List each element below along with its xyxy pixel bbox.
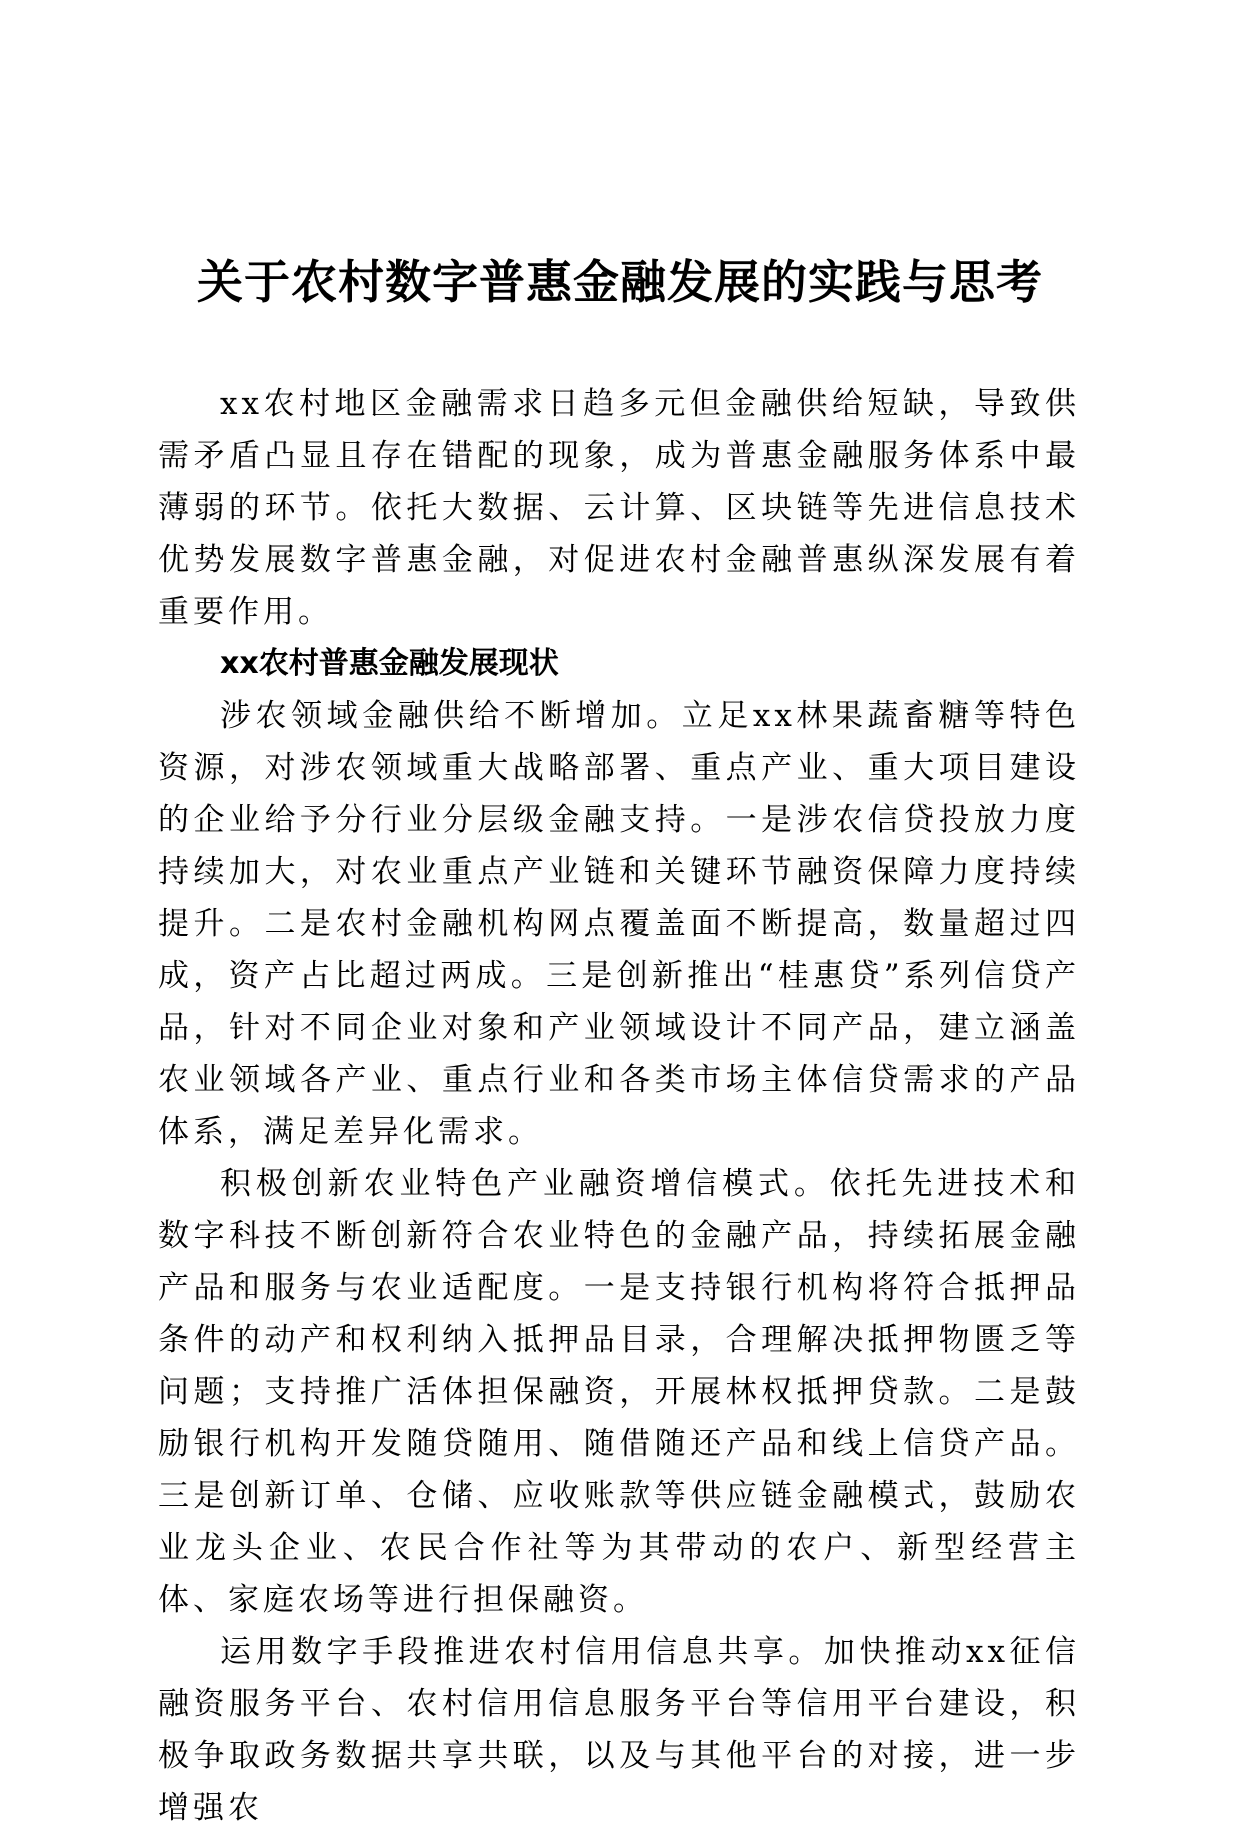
document-title: 关于农村数字普惠金融发展的实践与思考 — [197, 255, 1043, 309]
intro-paragraph: xx农村地区金融需求日趋多元但金融供给短缺，导致供需矛盾凸显且存在错配的现象，成为普惠金融服务体系中最薄弱的环节。依托大数据、云计算、区块链等先进信息技术优势发展数字普惠金融，对促进农村金融普惠纵深发展有着重要作用。 — [158, 386, 1080, 630]
paragraph-financial-supply: 涉农领域金融供给不断增加。立足xx林果蔬畜糖等特色资源，对涉农领域重大战略部署、重点产业、重大项目建设的企业给予分行业分层级金融支持。一是涉农信贷投放力度持续加大，对农业重点产业链和关键环节融资保障力度持续提升。二是农村金融机构网点覆盖面不断提高，数量超过四成，资产占比超过两成。三是创新推出“桂惠贷”系列信贷产品，针对不同企业对象和产业领域设计不同产品，建立涵盖农业领域各产业、重点行业和各类市场主体信贷需求的产品体系，满足差异化需求。 — [158, 698, 1080, 1150]
paragraph-credit-model: 积极创新农业特色产业融资增信模式。依托先进技术和数字科技不断创新符合农业特色的金融产品，持续拓展金融产品和服务与农业适配度。一是支持银行机构将符合抵押品条件的动产和权利纳入抵押品目录，合理解决抵押物匮乏等问题；支持推广活体担保融资，开展林权抵押贷款。二是鼓励银行机构开发随贷随用、随借随还产品和线上信贷产品。三是创新订单、仓储、应收账款等供应链金融模式，鼓励农业龙头企业、农民合作社等为其带动的农户、新型经营主体、家庭农场等进行担保融资。 — [158, 1166, 1080, 1618]
section-heading: xx农村普惠金融发展现状 — [220, 646, 559, 681]
paragraph-credit-info-sharing: 运用数字手段推进农村信用信息共享。加快推动xx征信融资服务平台、农村信用信息服务平台等信用平台建设，积极争取政务数据共享共联，以及与其他平台的对接，进一步增强农 — [158, 1634, 1080, 1826]
document-body — [158, 378, 1080, 1834]
